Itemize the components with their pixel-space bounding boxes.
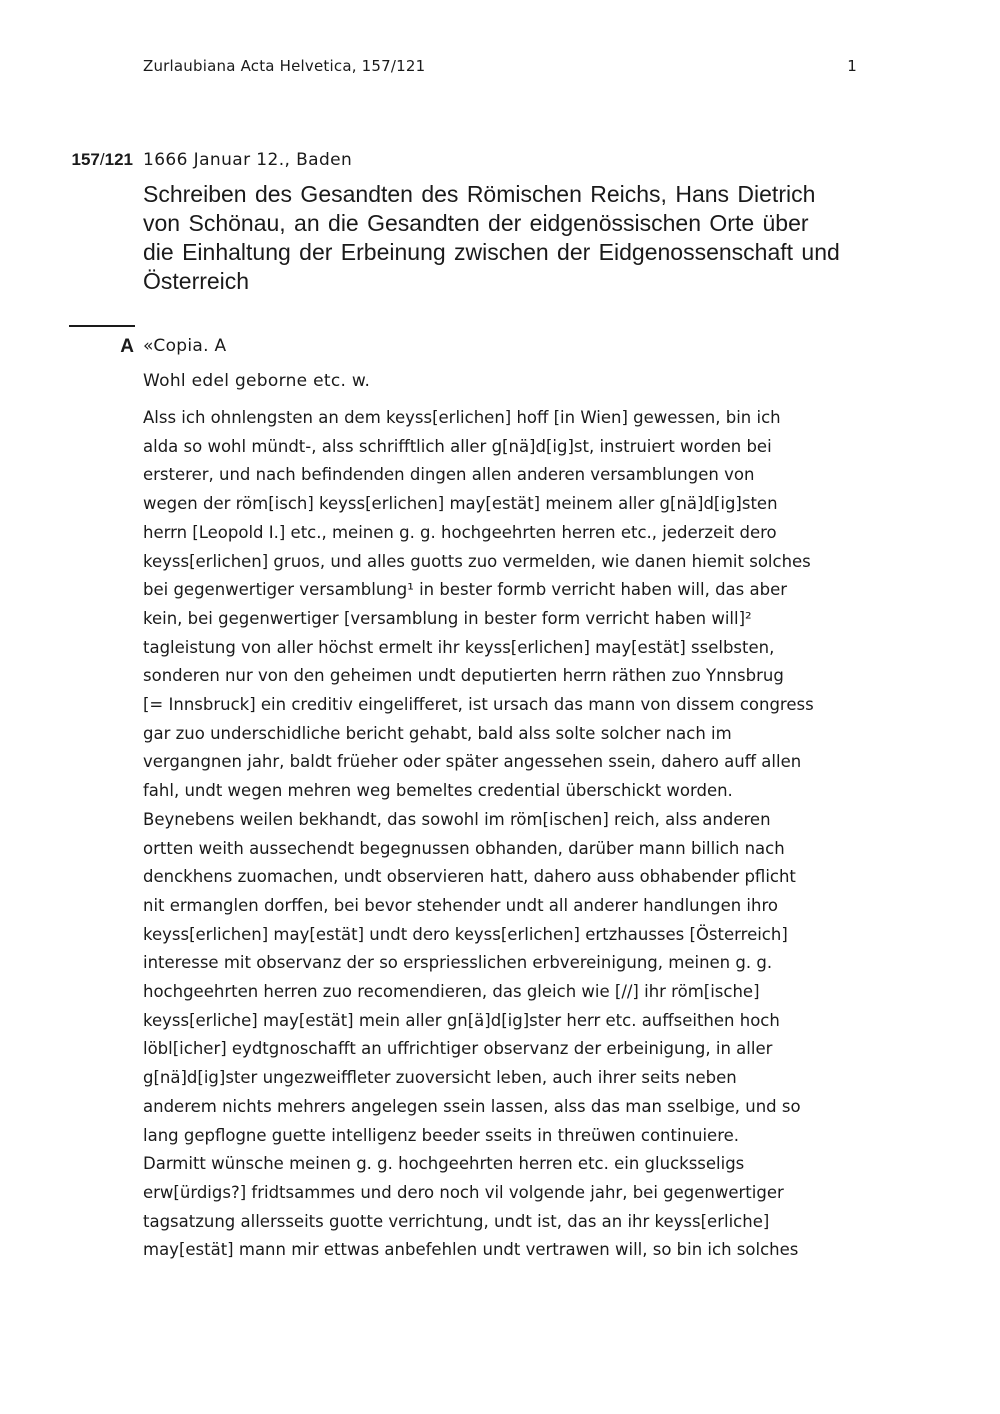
body-line: hochgeehrten herren zuo recomendieren, das gleich wie [//] ihr röm[ische] <box>143 982 760 1002</box>
salutation: Wohl edel geborne etc. w. <box>143 371 371 391</box>
running-header <box>143 57 857 75</box>
body-line: keyss[erliche] may[estät] mein aller gn[ä]d[ig]ster herr etc. auffseithen hoch <box>143 1010 780 1030</box>
section-divider <box>69 325 135 327</box>
body-line: ortten weith aussechendt begegnussen obhanden, darüber mann billich nach <box>143 838 785 858</box>
body-line: erw[ürdigs?] fridtsammes und dero noch vil volgende jahr, bei gegenwertiger <box>143 1182 784 1202</box>
body-line: wegen der röm[isch] keyss[erlichen] may[estät] meinem aller g[nä]d[ig]sten <box>143 494 778 514</box>
witness-label: A <box>120 336 134 357</box>
document-body <box>143 404 863 1265</box>
body-line: g[nä]d[ig]ster ungezweiffleter zuoversicht leben, auch ihrer seits neben <box>143 1068 737 1088</box>
witness-line: «Copia. A <box>143 336 227 356</box>
body-line: sonderen nur von den geheimen undt deputierten herrn räthen zuo Ynnsbrug <box>143 666 784 686</box>
page-number: 1 <box>847 57 857 75</box>
document-number-volume: 157 <box>71 150 100 169</box>
body-line: denckhens zuomachen, undt observieren hatt, dahero auss obhabender pflicht <box>143 867 796 887</box>
body-line: anderem nichts mehrers angelegen ssein lassen, alss das man sselbige, und so <box>143 1096 801 1116</box>
body-line: tagleistung von aller höchst ermelt ihr keyss[erlichen] may[estät] sselbsten, <box>143 637 775 657</box>
body-line: gar zuo underschidliche bericht gehabt, bald alss solte solcher nach im <box>143 723 732 743</box>
body-line: Darmitt wünsche meinen g. g. hochgeehrten herren etc. ein glucksseligs <box>143 1154 745 1174</box>
body-line: bei gegenwertiger versamblung¹ in bester formb verricht haben will, das aber <box>143 580 788 600</box>
body-line: vergangnen jahr, baldt früeher oder später angessehen ssein, dahero auff allen <box>143 752 802 772</box>
document-number-item: 121 <box>104 150 133 169</box>
running-header-title: Zurlaubiana Acta Helvetica, 157/121 <box>143 57 426 75</box>
body-line: ersterer, und nach befindenden dingen allen anderen versamblungen von <box>143 465 755 485</box>
body-line: Beynebens weilen bekhandt, das sowohl im röm[ischen] reich, alss anderen <box>143 809 771 829</box>
body-line: interesse mit observanz der so erspriesslichen erbvereinigung, meinen g. g. <box>143 953 773 973</box>
body-line: fahl, undt wegen mehren weg bemeltes credential überschickt worden. <box>143 781 733 801</box>
body-line: kein, bei gegenwertiger [versamblung in bester form verricht haben will]² <box>143 608 752 628</box>
body-line: keyss[erlichen] gruos, und alles guotts zuo vermelden, wie danen hiemit solches <box>143 551 811 571</box>
document-title: Schreiben des Gesandten des Römischen Reichs, Hans Dietrich von Schönau, an die Gesandten der eidgenössischen Orte über die Einhaltung der Erbeinung zwischen der Eidgenossenschaft und Österreich <box>143 181 840 294</box>
body-line: may[estät] mann mir ettwas anbefehlen undt vertrawen will, so bin ich solches <box>143 1240 799 1260</box>
body-line: alda so wohl mündt-, alss schrifftlich aller g[nä]d[ig]st, instruiert worden bei <box>143 436 772 456</box>
body-line: herrn [Leopold I.] etc., meinen g. g. hochgeehrten herren etc., jederzeit dero <box>143 522 777 542</box>
body-line: keyss[erlichen] may[estät] undt dero keyss[erlichen] ertzhausses [Österreich] <box>143 924 788 944</box>
document-number <box>53 150 133 170</box>
document-date-place: 1666 Januar 12., Baden <box>143 150 353 170</box>
body-line: Alss ich ohnlengsten an dem keyss[erlichen] hoff [in Wien] gewessen, bin ich <box>143 408 781 427</box>
body-line: nit ermanglen dorffen, bei bevor stehender undt all anderer handlungen ihro <box>143 895 778 915</box>
body-line: löbl[icher] eydtgnoschafft an uffrichtiger observanz der erbeinigung, in aller <box>143 1039 773 1059</box>
body-line: tagsatzung allersseits guotte verrichtung, undt ist, das an ihr keyss[erliche] <box>143 1211 770 1231</box>
body-line: [= Innsbruck] ein creditiv eingelifferet, ist ursach das mann von dissem congress <box>143 695 814 715</box>
document-number-separator: / <box>99 150 105 169</box>
body-line: lang gepflogne guette intelligenz beeder sseits in threüwen continuiere. <box>143 1125 740 1145</box>
